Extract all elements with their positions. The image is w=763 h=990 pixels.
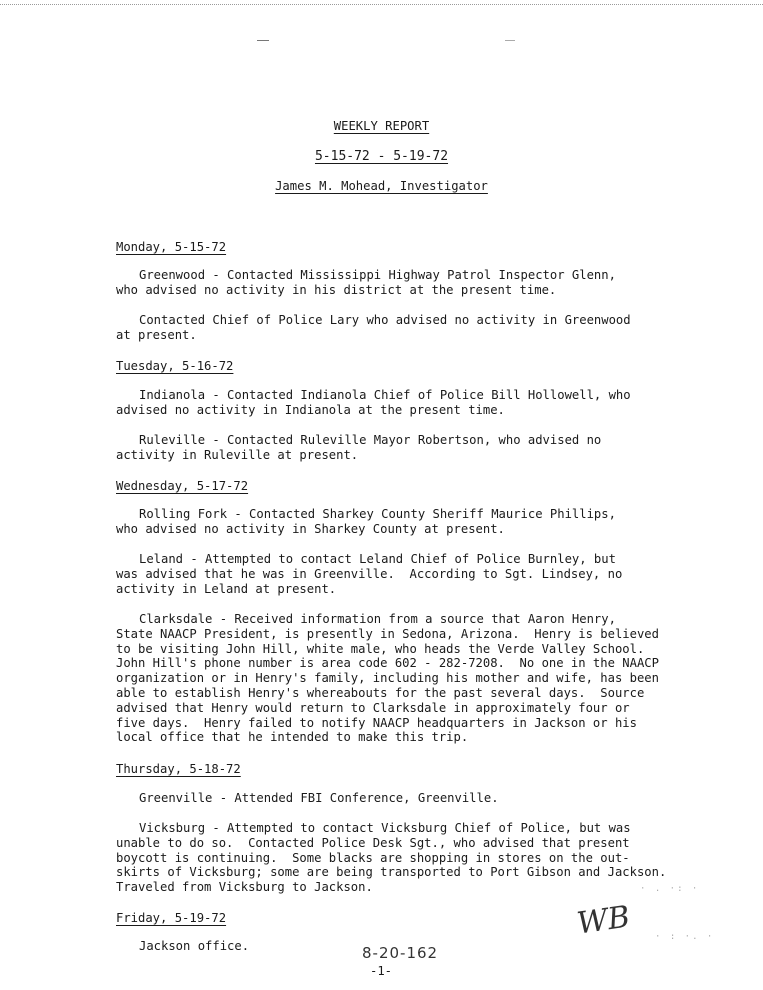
- scan-noise: · . ·: ·: [640, 884, 700, 894]
- scan-noise: · : ·. ·: [655, 932, 715, 942]
- entry-paragraph: Ruleville - Contacted Ruleville Mayor Robertson, who advised no activity in Ruleville at present.: [116, 433, 602, 462]
- handwritten-file-number: 8-20-162: [362, 944, 439, 962]
- scan-mark: [505, 40, 515, 41]
- entry-paragraph: Indianola - Contacted Indianola Chief of Police Bill Hollowell, who advised no activity in Indianola at the present time.: [116, 388, 631, 417]
- handwritten-initials: WB: [574, 899, 633, 942]
- report-date-range: 5-15-72 - 5-19-72: [314, 149, 449, 164]
- report-author: James M. Mohead, Investigator: [275, 179, 488, 193]
- report-title: WEEKLY REPORT: [333, 119, 430, 133]
- entry-paragraph: Jackson office.: [139, 939, 250, 953]
- day-heading-thursday: Thursday, 5-18-72: [116, 762, 241, 776]
- top-edge-rule: [0, 4, 763, 5]
- day-heading-tuesday: Tuesday, 5-16-72: [116, 359, 234, 373]
- entry-paragraph: Leland - Attempted to contact Leland Chief of Police Burnley, but was advised that he was in Greenville. According to Sgt. Lindsey, no activity in Leland at present.: [116, 552, 623, 596]
- entry-paragraph: Contacted Chief of Police Lary who advised no activity in Greenwood at present.: [116, 313, 631, 342]
- entry-paragraph: Clarksdale - Received information from a source that Aaron Henry, State NAACP President, is presently in Sedona, Arizona. Henry is believed to be visiting John Hill, white male, who heads the Verde Valley School. John Hill's phone number is area code 602 - 282-7208. No one in the NAACP organization or in Henry's family, including his mother and wife, has been able to establish Henry's whereabouts for the past several days. Source advised that Henry would return to Clarksdale in approximately four or five days. Henry failed to notify NAACP headquarters in Jackson or his local office that he intended to make this trip.: [116, 612, 659, 745]
- entry-paragraph: Vicksburg - Attempted to contact Vicksburg Chief of Police, but was unable to do so. Contacted Police Desk Sgt., who advised that present boycott is continuing. Some blacks are shopping in stores on the out- skirts of Vicksburg; some are being transported to Port Gibson and Jackson. Traveled from Vicksburg to Jackson.: [116, 821, 667, 895]
- page-number: -1-: [370, 964, 393, 978]
- day-heading-monday: Monday, 5-15-72: [116, 240, 227, 254]
- day-heading-wednesday: Wednesday, 5-17-72: [116, 479, 249, 493]
- scan-mark: [257, 40, 269, 41]
- entry-paragraph: Rolling Fork - Contacted Sharkey County Sheriff Maurice Phillips, who advised no activity in Sharkey County at present.: [116, 507, 616, 536]
- entry-paragraph: Greenwood - Contacted Mississippi Highway Patrol Inspector Glenn, who advised no activity in his district at the present time.: [116, 268, 616, 297]
- day-heading-friday: Friday, 5-19-72: [116, 911, 227, 925]
- entry-paragraph: Greenville - Attended FBI Conference, Greenville.: [139, 791, 499, 805]
